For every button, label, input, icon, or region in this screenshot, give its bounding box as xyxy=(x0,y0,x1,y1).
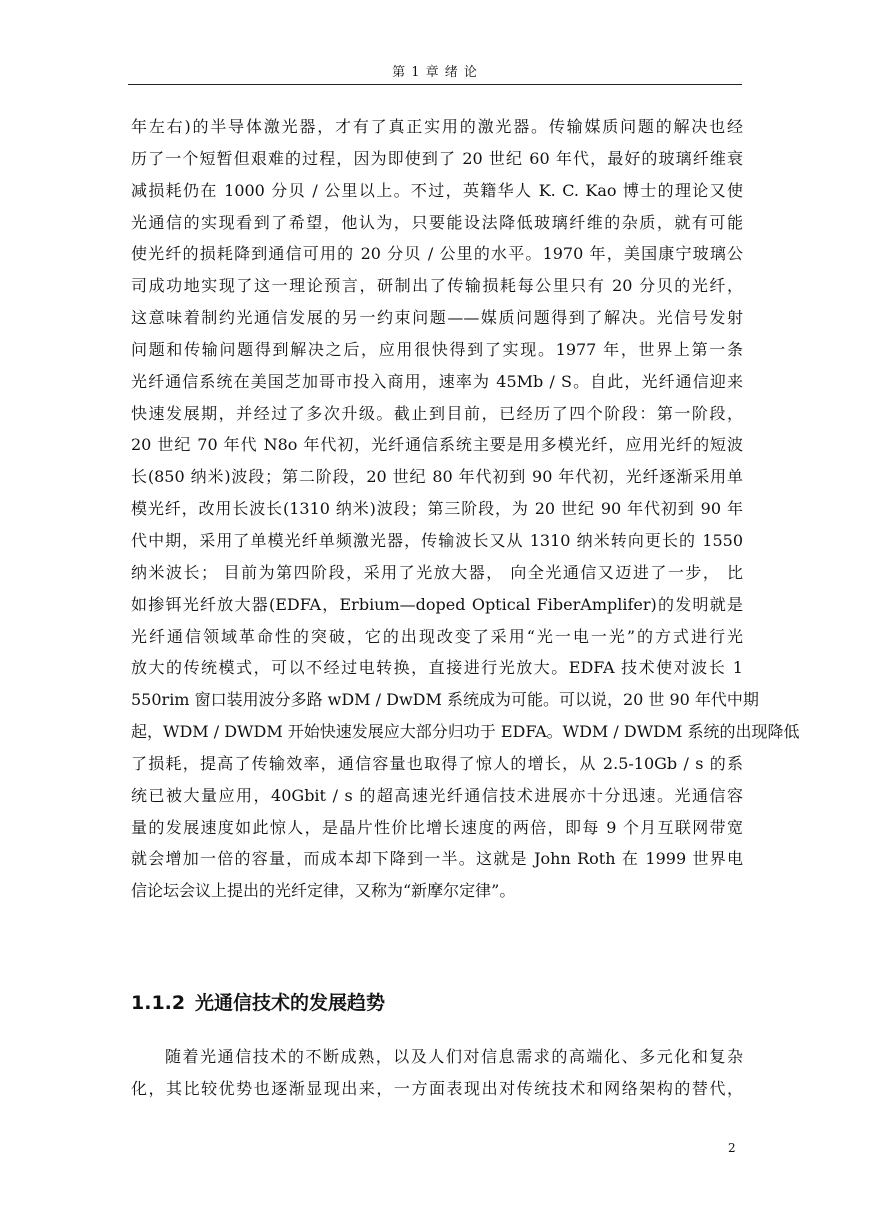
section-heading xyxy=(131,988,385,1015)
body-paragraph-2 xyxy=(131,1041,743,1105)
paragraph-line: 20 世纪 70 年代 N8o 年代初，光纤通信系统主要是用多模光纤，应用光纤的短波 xyxy=(131,435,743,455)
paragraph-line: 年左右)的半导体激光器，才有了真正实用的激光器。传输媒质问题的解决也经 xyxy=(131,117,743,136)
paragraph-line: 放大的传统模式，可以不经过电转换，直接进行光放大。EDFA 技术使对波长 1 xyxy=(131,658,743,678)
paragraph-line: 随着光通信技术的不断成熟，以及人们对信息需求的高端化、多元化和复杂 xyxy=(165,1047,743,1066)
paragraph-line: 代中期，采用了单模光纤单频激光器，传输波长又从 1310 纳米转向更长的 1550 xyxy=(131,530,743,550)
running-header: 第 1 章 绪 论 xyxy=(392,65,478,80)
paragraph-line: 统已被大量应用，40Gbit / s 的超高速光纤通信技术进展亦十分迅速。光通信容 xyxy=(131,785,743,805)
paragraph-line: 司成功地实现了这一理论预言，研制出了传输损耗每公里只有 20 分贝的光纤， xyxy=(131,276,743,296)
paragraph-line: 就会增加一倍的容量，而成本却下降到一半。这就是 John Roth 在 1999 世界电 xyxy=(131,849,743,869)
paragraph-line: 量的发展速度如此惊人，是晶片性价比增长速度的两倍，即每 9 个月互联网带宽 xyxy=(131,817,743,837)
paragraph-line: 信论坛会议上提出的光纤定律，又称为“新摩尔定律”。 xyxy=(131,881,516,901)
paragraph-line: 历了一个短暂但艰难的过程，因为即使到了 20 世纪 60 年代，最好的玻璃纤维衰 xyxy=(131,148,743,168)
paragraph-line: 使光纤的损耗降到通信可用的 20 分贝 / 公里的水平。1970 年，美国康宁玻璃公 xyxy=(131,244,743,264)
paragraph-line: 起，WDM / DWDM 开始快速发展应大部分归功于 EDFA。WDM / DWDM 系统的出现降低 xyxy=(131,722,800,742)
paragraph-line: 快速发展期，并经过了多次升级。截止到目前，已经历了四个阶段：第一阶段， xyxy=(131,403,743,423)
paragraph-line: 纳米波长； 目前为第四阶段，采用了光放大器， 向全光通信又迈进了一步， 比 xyxy=(131,562,743,582)
paragraph-line: 减损耗仍在 1000 分贝 / 公里以上。不过，英籍华人 K. C. Kao 博士的理论又使 xyxy=(131,180,743,200)
paragraph-line: 长(850 纳米)波段；第二阶段，20 世纪 80 年代初到 90 年代初，光纤逐渐采用单 xyxy=(131,467,743,487)
paragraph-line: 问题和传输问题得到解决之后，应用很快得到了实现。1977 年，世界上第一条 xyxy=(131,339,743,359)
paragraph-line: 这意味着制约光通信发展的另一约束问题——媒质问题得到了解决。光信号发射 xyxy=(131,308,743,328)
paragraph-line: 化，其比较优势也逐渐显现出来，一方面表现出对传统技术和网络架构的替代， xyxy=(131,1078,743,1098)
header-rule xyxy=(128,84,742,85)
paragraph-line: 光纤通信系统在美国芝加哥市投入商用，速率为 45Mb / S。自此，光纤通信迎来 xyxy=(131,371,743,391)
paragraph-line: 550rim 窗口装用波分多路 wDM / DwDM 系统成为可能。可以说，20 世 90 年代中期 xyxy=(131,690,759,710)
page-number: 2 xyxy=(728,1141,736,1155)
paragraph-line: 光通信的实现看到了希望，他认为，只要能设法降低玻璃纤维的杂质，就有可能 xyxy=(131,212,743,232)
section-title: 光通信技术的发展趋势 xyxy=(195,992,386,1014)
paragraph-line: 模光纤，改用长波长(1310 纳米)波段；第三阶段，为 20 世纪 90 年代初到 90 年 xyxy=(131,499,743,519)
paragraph-line: 了损耗，提高了传输效率，通信容量也取得了惊人的增长，从 2.5-10Gb / s 的系 xyxy=(131,753,743,773)
section-number: 1.1.2 xyxy=(131,992,186,1014)
body-paragraph-1 xyxy=(131,111,800,907)
paragraph-line: 光纤通信领域革命性的突破，它的出现改变了采用“光一电一光”的方式进行光 xyxy=(131,626,743,646)
paragraph-line: 如掺铒光纤放大器(EDFA，Erbium—doped Optical FiberAmplifer)的发明就是 xyxy=(131,594,743,614)
